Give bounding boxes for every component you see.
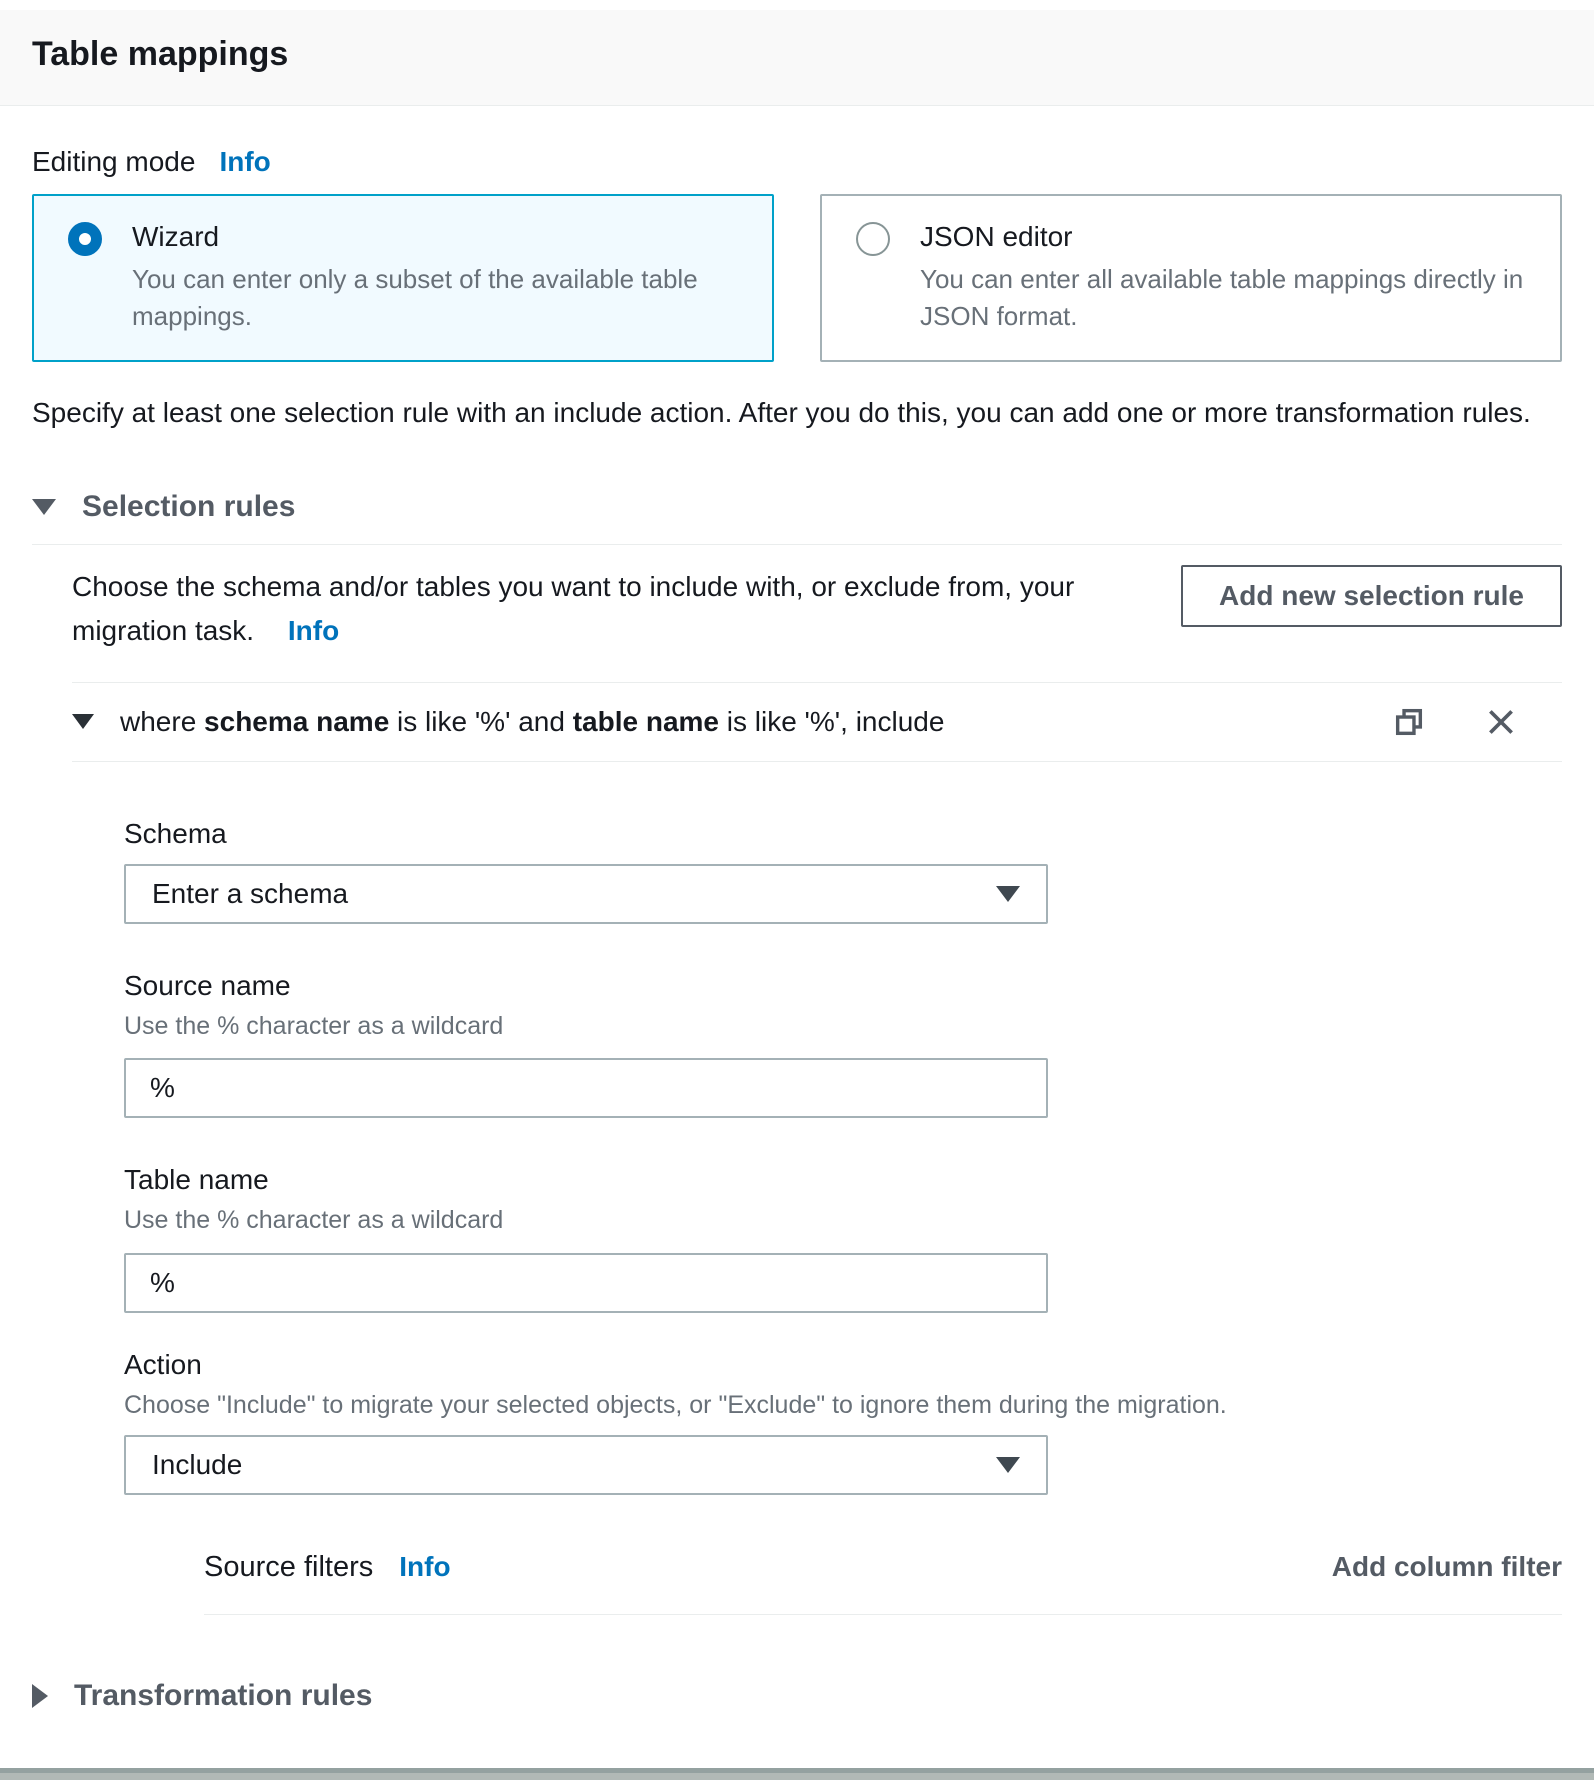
schema-label: Schema xyxy=(124,817,227,849)
source-filters-info-link[interactable]: Info xyxy=(399,1551,451,1583)
option-text xyxy=(920,220,1530,334)
action-label: Action xyxy=(124,1348,202,1380)
selection-rules-title: Selection rules xyxy=(82,490,296,524)
copy-icon[interactable] xyxy=(1392,705,1426,739)
table-name-field-group xyxy=(124,1164,1048,1313)
summary-suffix: is like '%', include xyxy=(718,705,945,737)
selection-rules-description-row xyxy=(72,565,1562,652)
action-select-value: Include xyxy=(152,1449,243,1481)
editing-mode-row xyxy=(32,146,1562,178)
selection-rules-header[interactable] xyxy=(32,490,1562,524)
page-title: Table mappings xyxy=(32,35,289,73)
editing-mode-option-wizard[interactable] xyxy=(32,194,774,362)
description-text: Choose the schema and/or tables you want to include with, or exclude from, your migration task. xyxy=(72,571,1075,646)
chevron-down-icon[interactable] xyxy=(72,714,94,729)
source-filters-row xyxy=(204,1551,1562,1584)
option-title: JSON editor xyxy=(920,220,1073,252)
selection-rules-description xyxy=(72,565,1082,652)
schema-field-group xyxy=(124,818,1048,924)
transformation-rules-title: Transformation rules xyxy=(74,1679,373,1713)
source-name-label: Source name xyxy=(124,969,291,1001)
close-icon[interactable] xyxy=(1484,705,1518,739)
summary-mid: is like '%' and xyxy=(389,705,573,737)
intro-text: Specify at least one selection rule with an include action. After you do this, you can add one or more transformation rules. xyxy=(32,397,1531,429)
selection-rules-info-link[interactable]: Info xyxy=(287,614,340,646)
summary-table-name: table name xyxy=(572,705,719,737)
editing-mode-label: Editing mode xyxy=(32,145,196,177)
panel-content xyxy=(0,106,1594,1714)
table-name-input[interactable] xyxy=(124,1253,1048,1313)
selection-rule xyxy=(72,682,1562,1616)
top-strip xyxy=(0,0,1594,10)
selection-rule-form xyxy=(124,817,1227,1496)
selection-rules-body xyxy=(32,565,1562,1615)
add-column-filter-button[interactable]: Add column filter xyxy=(1331,1551,1562,1583)
option-description: You can enter only a subset of the available table mappings. xyxy=(132,264,698,331)
summary-schema-name: schema name xyxy=(204,705,390,737)
action-hint: Choose "Include" to migrate your selected objects, or "Exclude" to ignore them during the migration. xyxy=(124,1390,1227,1419)
selection-rules-section xyxy=(32,490,1562,1615)
add-new-selection-rule-button[interactable]: Add new selection rule xyxy=(1181,565,1562,627)
editing-mode-info-link[interactable]: Info xyxy=(219,145,271,177)
source-filters-label: Source filters xyxy=(204,1551,374,1584)
selection-rule-header xyxy=(72,683,1562,761)
divider xyxy=(72,761,1562,762)
action-select[interactable] xyxy=(124,1435,1048,1495)
chevron-down-icon xyxy=(32,499,56,515)
table-name-label: Table name xyxy=(124,1164,269,1196)
bottom-panel-edge xyxy=(0,1768,1594,1780)
schema-select-value: Enter a schema xyxy=(152,877,349,909)
option-text xyxy=(132,220,742,334)
action-field-group xyxy=(124,1348,1227,1496)
radio-unselected[interactable] xyxy=(856,222,890,256)
editing-mode-options xyxy=(32,194,1562,362)
chevron-right-icon xyxy=(32,1684,48,1708)
transformation-rules-header[interactable] xyxy=(32,1679,1562,1713)
selection-rule-actions xyxy=(1392,705,1562,739)
editing-mode-option-json-editor[interactable] xyxy=(820,194,1562,362)
dropdown-caret-icon xyxy=(996,886,1020,902)
summary-prefix: where xyxy=(120,705,205,737)
divider xyxy=(32,544,1562,545)
table-name-hint: Use the % character as a wildcard xyxy=(124,1206,504,1235)
option-description: You can enter all available table mappings directly in JSON format. xyxy=(920,264,1524,331)
source-name-field-group xyxy=(124,970,1048,1119)
source-name-input[interactable] xyxy=(124,1058,1048,1118)
option-title: Wizard xyxy=(132,220,220,252)
source-name-hint: Use the % character as a wildcard xyxy=(124,1011,504,1040)
panel-header xyxy=(0,10,1594,106)
divider xyxy=(204,1614,1562,1615)
selection-rule-summary xyxy=(120,706,944,738)
radio-selected[interactable] xyxy=(68,222,102,256)
dropdown-caret-icon xyxy=(996,1457,1020,1473)
schema-select[interactable] xyxy=(124,864,1048,924)
